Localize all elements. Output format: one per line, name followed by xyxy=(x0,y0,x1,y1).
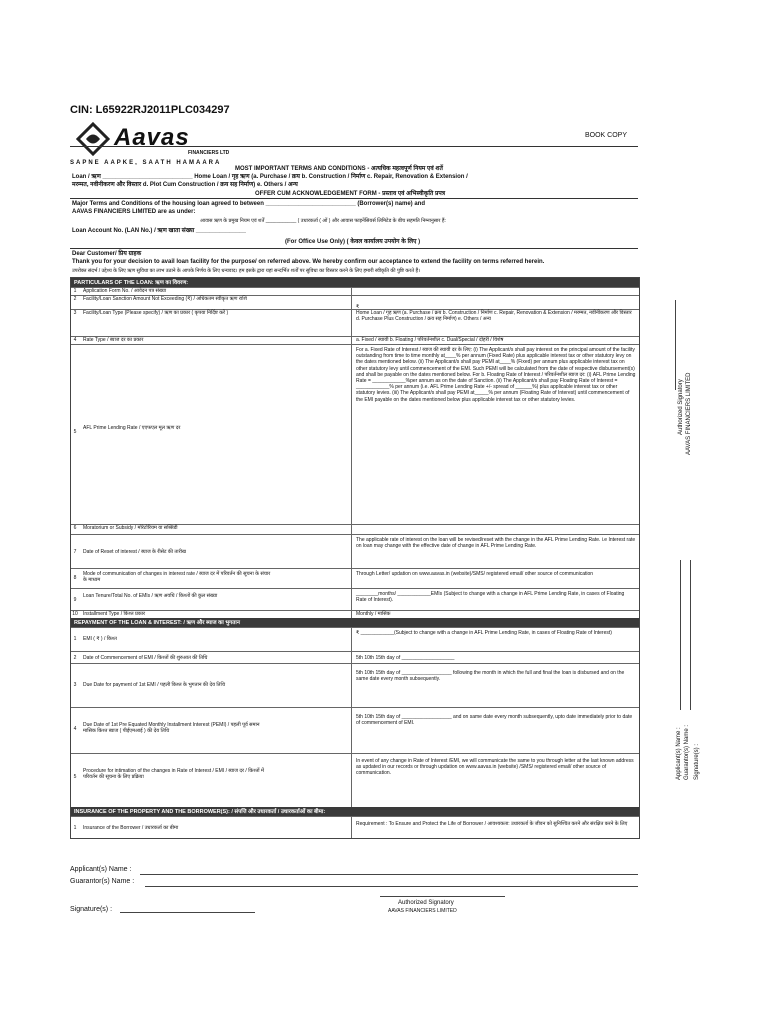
row-value: 5th 10th 15th day of ___________________ xyxy=(356,655,455,661)
row-label: Installment Type / किश्त प्रकार xyxy=(83,611,146,617)
row-number: 3 xyxy=(73,310,77,316)
signature-line[interactable] xyxy=(120,912,255,913)
row-label: Mode of communication of changes in interest rate / ब्याज दर में परिवर्तन की सूचना के संचार के माध्यम xyxy=(83,571,271,583)
major-terms: Major Terms and Conditions of the housing loan agreed to between ___________________________ (Borrower(s) name) and xyxy=(72,201,426,207)
row-number: 4 xyxy=(73,337,77,343)
table-row xyxy=(71,588,639,611)
table-row xyxy=(71,627,639,652)
row-number: 9 xyxy=(73,597,77,603)
thank-you-text: Thank you for your decision to avail loan facility for the purpose/ on referred above. We hereby confirm our acceptance to extend the facility on terms referred herein. xyxy=(72,259,545,265)
tagline: SAPNE AAPKE, SAATH HAMAARA xyxy=(70,160,222,166)
divider xyxy=(70,198,638,199)
book-copy-label: BOOK COPY xyxy=(585,132,628,139)
table-row xyxy=(71,568,639,589)
row-label: Facility/Loan Sanction Amount Not Exceeding (₹) / अधिकतम स्वीकृत ऋण राशि xyxy=(83,296,247,302)
row-value: Through Letter/ updation on www.aavas.in (website)/SMS/ registered email/ other source of communication xyxy=(356,571,594,577)
table-row xyxy=(71,753,639,804)
row-label: Moratorium or Subsidy / मोरेटोरियम या सब्सिडी xyxy=(83,525,178,531)
row-number: 4 xyxy=(73,726,77,732)
row-label: Due Date for payment of 1st EMI / पहली किश्त के भुगतान की देय तिथि xyxy=(83,682,226,688)
table-row xyxy=(71,344,639,525)
particulars-heading: PARTICULARS OF THE LOAN: ऋण का विवरण: xyxy=(71,278,639,287)
guarantors-name-label: Guarantor(s) Name : xyxy=(70,878,135,885)
row-number: 5 xyxy=(73,774,77,780)
applicants-name-line[interactable] xyxy=(140,874,638,875)
office-use-note: (For Office Use Only) ( केवल कार्यालय उपयोग के लिए ) xyxy=(285,239,421,245)
row-label: Insurance of the Borrower / उधारकर्ता का बीमा xyxy=(83,825,179,831)
row-value: The applicable rate of interest on the loan will be revised/reset with the change in the AFL Prime Lending Rate. i.e Interest rate on loan may change with the effective date of change in AFL Prime Lending Rate. xyxy=(356,537,636,550)
row-label: EMI ( ₹ ) / किश्त xyxy=(83,636,117,642)
row-number: 7 xyxy=(73,549,77,555)
row-value: In event of any change in Rate of Interest /EMI, we will communicate the same to you through letter at the last known address as updated in our records or through updation on www.aavas.in (website) /SMS/ registered email/ other source of communication. xyxy=(356,758,634,777)
loan-type-line-2: मरम्मत, नवीनीकरण और विस्तार d. Plot Cum Construction / क्रय सह निर्माण) e. Others / अन्य xyxy=(72,182,298,188)
side-applicants-label: Applicant(s) Name : xyxy=(676,727,682,780)
row-number: 5 xyxy=(73,429,77,435)
offer-heading: OFFER CUM ACKNOWLEDGEMENT FORM - प्रस्ताव एवं अभिस्वीकृति प्रपत्र xyxy=(255,191,446,197)
side-authorized-signatory: Authorized Signatory xyxy=(678,379,684,435)
cin-number: CIN: L65922RJ2011PLC034297 xyxy=(70,104,230,116)
row-value: For a. Fixed Rate of Interest / ब्याज की स्थायी दर के लिए: (i) The Applicant/s shall pay interest on the principal amount of the facility outstanding from time to time monthly at____% per annum (Fixed Rate) plus applicable interest tax or other statutory levy on the dates mentioned below. (ii) The Applicant/s shall pay PEMI at____% (Fixed) per annum plus applicable interest tax on other statutory levy until commencement of the EMI. Such PEMI will be calculated from the date of respective disbursement(s) and shall be payable on the dates mentioned below. For b. Floating Rate of Interest / परिवर्तनशील ब्याज दर: (i) AFL Prime Lending Rate = ____________%per annum as on the date of Sanction. (ii) The Applicant/s shall pay Floating Rate of Interest = ____________% per annum (i.e. AFL Prime Lending Rate +/- spread of ______%) plus applicable interest tax or other statutory levies. (iii) The Applicant/s shall pay PEMI at_____% per annum (Floating Rate of Interest) until commencement of the EMI payable on the dates mentioned below plus applicable interest tax or other statutory levies. xyxy=(356,347,636,403)
row-label: Rate Type / ब्याज दर का प्रकार xyxy=(83,337,144,343)
brand-name: Aavas xyxy=(114,124,190,151)
side-signature-line[interactable] xyxy=(675,300,676,390)
table-row xyxy=(71,295,639,310)
guarantors-name-line[interactable] xyxy=(145,886,638,887)
row-value: 5th 10th 15th day of __________________ following the month in which the full and final the loan is disbursed and on the same date every month subsequently. xyxy=(356,670,625,683)
table-row xyxy=(71,816,639,839)
row-value: ₹ ____________(Subject to change with a change in AFL Prime Lending Rate, in cases of Floating Rate of Interest) xyxy=(356,630,612,636)
insurance-heading: INSURANCE OF THE PROPERTY AND THE BORROWER(S): / संपत्ति और उधारकर्ता / उधारकर्ताओं का बीमा: xyxy=(71,807,639,816)
row-number: 8 xyxy=(73,575,77,581)
dear-customer: Dear Customer/ प्रिय ग्राहक xyxy=(72,251,142,257)
row-number: 2 xyxy=(73,296,77,302)
row-value: 5th 10th 15th day of __________________ and on same date every month subsequently, upto date immediately prior to date of commencement of EMI. xyxy=(356,714,633,727)
row-number: 6 xyxy=(73,525,77,531)
table-row xyxy=(71,309,639,326)
hindi-terms-line: आवास ऋण के प्रमुख नियम एवं शर्तें ___________ ( उधारकर्ता ( ओं ) और आवास फाइनेंसियर्स लिमिटेड के बीच सहमति निम्नानुसार हैं: xyxy=(200,218,446,224)
side-guarantors-label: Guarantor(s) Name : xyxy=(684,724,690,780)
row-label: Application Form No. / आवेदन पत्र संख्या xyxy=(83,288,167,294)
row-value: Monthly / मासिक xyxy=(356,611,391,617)
row-label: AFL Prime Lending Rate / एएफएल मूल ऋण दर xyxy=(83,425,181,431)
aavas-under: AAVAS FINANCIERS LIMITED are as under: xyxy=(72,209,196,215)
company-name: AAVAS FINANCIERS LIMITED xyxy=(388,908,457,914)
row-value: a. Fixed / स्थायी b. Floating / परिवर्तनशील c. Dual/Special / दोहरी / विशेष xyxy=(356,337,504,343)
row-label: Loan Tenure/Total No. of EMIs / ऋण अवधि / किश्तों की कुल संख्या xyxy=(83,593,218,599)
table-row xyxy=(71,534,639,569)
row-label: Date of Reset of interest / ब्याज के रीसेट की तारीख xyxy=(83,549,187,555)
side-applicants-line[interactable] xyxy=(680,560,681,710)
row-value: Home Loan / गृह ऋण (a. Purchase / क्रय b. Construction / निर्माण c. Repair, Renovation & Extension / मरम्मत, नवीनीकरण और विस्तार d. Purchase Plus Construction / क्रय सह निर्माण) e. Others / अन्य xyxy=(356,310,632,323)
row-value: ₹ xyxy=(356,304,360,310)
row-number: 1 xyxy=(73,636,77,642)
side-guarantors-line[interactable] xyxy=(690,560,691,710)
header-divider xyxy=(70,146,638,147)
row-value: ________months/ ____________EMIs (Subject to change with a change in AFL Prime Lending Rate, in cases of Floating Rate of Interest). xyxy=(356,591,625,604)
row-number: 10 xyxy=(72,611,78,617)
loan-account-no: Loan Account No. (LAN No.) / ऋण खाता संख्या _______________ xyxy=(72,228,246,234)
applicants-name-label: Applicant(s) Name : xyxy=(70,866,132,873)
row-label: Date of Commencement of EMI / किश्तों की शुरुआत की तिथि xyxy=(83,655,208,661)
repayment-heading: REPAYMENT OF THE LOAN & INTEREST: / ऋण और ब्याज का भुगतान xyxy=(71,618,639,627)
divider xyxy=(70,248,638,249)
authorized-signatory: Authorized Signatory xyxy=(398,900,454,906)
row-number: 1 xyxy=(73,288,77,294)
thank-you-hindi: उपरोक्त संदर्भ / उद्देश्य के लिए ऋण सुविधा का लाभ उठाने के आपके निर्णय के लिए धन्यवाद। हम इसके द्वारा यहां सन्दर्भित शर्तों पर सुविधा का विस्तार करने के लिए हमारी स्वीकृति की पुष्टि करते हैं। xyxy=(72,268,421,274)
side-signatures-label: Signature(s) : xyxy=(694,743,700,780)
row-number: 3 xyxy=(73,682,77,688)
authorized-signature-line[interactable] xyxy=(380,896,505,897)
row-label: Procedure for intimation of the changes in Rate of Interest / EMI / ब्याज दर / किश्तों में परिवर्तन की सूचना के लिए प्रक्रिया xyxy=(83,768,264,780)
signatures-label: Signature(s) : xyxy=(70,906,113,913)
side-company: AAVAS FINANCIERS LIMITED xyxy=(686,372,692,455)
loan-type-line: Loan / ऋण ___________________________ Home Loan / गृह ऋण (a. Purchase / क्रय b. Construction / निर्माण c. Repair, Renovation & Extension / xyxy=(72,174,468,180)
row-label: Due Date of 1st Pre Equated Monthly Installment Interest (PEMI) / पहली पूर्व समान मासिक किश्त ब्याज ( पीईएमआई ) की देय तिथि xyxy=(83,722,260,734)
row-number: 2 xyxy=(73,655,77,661)
company-logo xyxy=(70,120,240,160)
terms-table xyxy=(70,277,640,839)
aavas-logo-icon xyxy=(76,122,110,156)
row-value: Requirement : To Ensure and Protect the Life of Borrower / आवश्यकता: उधारकर्ता के जीवन को सुनिश्चित करने और संरक्षित करने के लिए xyxy=(356,821,628,827)
row-label: Facility/Loan Type (Please specify) / ऋण का प्रकार ( कृपया निर्दिष्ट करें ) xyxy=(83,310,229,316)
main-title: MOST IMPORTANT TERMS AND CONDITIONS - अत्यधिक महत्वपूर्ण नियम एवं शर्ते xyxy=(235,166,443,172)
row-number: 1 xyxy=(73,825,77,831)
brand-sub: FINANCIERS LTD xyxy=(188,150,230,156)
table-row xyxy=(71,663,639,708)
table-row xyxy=(71,707,639,754)
